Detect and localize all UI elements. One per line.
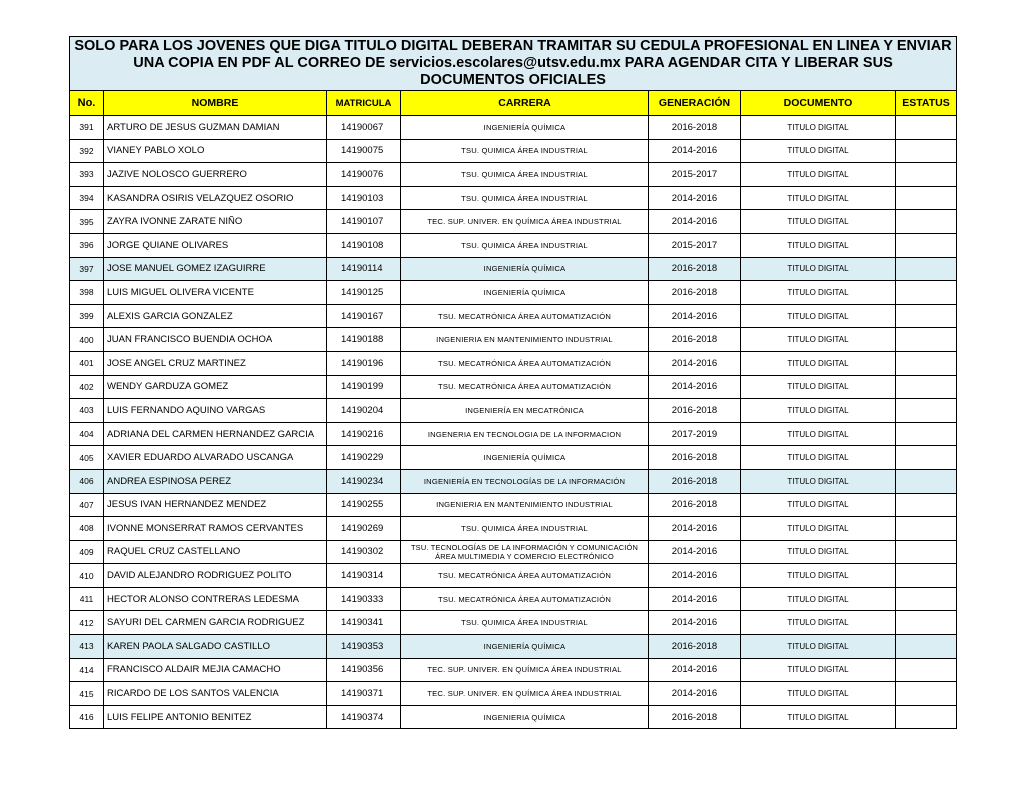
cell-generacion: 2014-2016 — [649, 375, 741, 399]
cell-carrera: INGENIERÍA QUÍMICA — [401, 446, 649, 470]
cell-nombre: ADRIANA DEL CARMEN HERNANDEZ GARCIA — [104, 422, 327, 446]
cell-nombre: WENDY GARDUZA GOMEZ — [104, 375, 327, 399]
cell-estatus — [896, 635, 957, 659]
cell-nombre: FRANCISCO ALDAIR MEJIA CAMACHO — [104, 658, 327, 682]
cell-nombre: DAVID ALEJANDRO RODRIGUEZ POLITO — [104, 564, 327, 588]
cell-documento: TITULO DIGITAL — [741, 540, 896, 564]
cell-nombre: JOSE MANUEL GOMEZ IZAGUIRRE — [104, 257, 327, 281]
table-row — [70, 375, 957, 399]
cell-estatus — [896, 469, 957, 493]
table-row — [70, 611, 957, 635]
cell-nombre: XAVIER EDUARDO ALVARADO USCANGA — [104, 446, 327, 470]
cell-documento: TITULO DIGITAL — [741, 257, 896, 281]
cell-estatus — [896, 399, 957, 423]
cell-documento: TITULO DIGITAL — [741, 587, 896, 611]
table-row — [70, 469, 957, 493]
cell-carrera: INGENERIA EN TECNOLOGIA DE LA INFORMACION — [401, 422, 649, 446]
cell-carrera: TSU. QUIMICA ÁREA INDUSTRIAL — [401, 517, 649, 541]
cell-nombre: JORGE QUIANE OLIVARES — [104, 233, 327, 257]
cell-documento: TITULO DIGITAL — [741, 446, 896, 470]
notice-banner — [70, 37, 957, 91]
cell-no: 412 — [70, 611, 104, 635]
cell-carrera: TEC. SUP. UNIVER. EN QUÍMICA ÁREA INDUSTRIAL — [401, 658, 649, 682]
table-row — [70, 399, 957, 423]
notice-line-1: SOLO PARA LOS JOVENES QUE DIGA TITULO DIGITAL DEBERAN TRAMITAR SU CEDULA PROFESIONAL EN LINEA Y ENVIAR — [74, 38, 952, 54]
cell-carrera: TSU. QUIMICA ÁREA INDUSTRIAL — [401, 611, 649, 635]
col-header-documento: DOCUMENTO — [741, 91, 896, 116]
table-row — [70, 328, 957, 352]
cell-estatus — [896, 682, 957, 706]
cell-no: 397 — [70, 257, 104, 281]
cell-nombre: JUAN FRANCISCO BUENDIA OCHOA — [104, 328, 327, 352]
cell-documento: TITULO DIGITAL — [741, 611, 896, 635]
cell-generacion: 2016-2018 — [649, 116, 741, 140]
cell-documento: TITULO DIGITAL — [741, 564, 896, 588]
cell-generacion: 2014-2016 — [649, 564, 741, 588]
table-row — [70, 186, 957, 210]
cell-estatus — [896, 281, 957, 305]
cell-generacion: 2016-2018 — [649, 469, 741, 493]
cell-estatus — [896, 351, 957, 375]
cell-estatus — [896, 587, 957, 611]
cell-no: 406 — [70, 469, 104, 493]
cell-carrera: TSU. QUIMICA ÁREA INDUSTRIAL — [401, 163, 649, 187]
cell-documento: TITULO DIGITAL — [741, 705, 896, 729]
cell-nombre: KAREN PAOLA SALGADO CASTILLO — [104, 635, 327, 659]
cell-no: 407 — [70, 493, 104, 517]
cell-generacion: 2016-2018 — [649, 493, 741, 517]
cell-carrera: INGENIERÍA QUÍMICA — [401, 281, 649, 305]
cell-generacion: 2015-2017 — [649, 163, 741, 187]
cell-matricula: 14190374 — [327, 705, 401, 729]
cell-documento: TITULO DIGITAL — [741, 210, 896, 234]
table-row — [70, 635, 957, 659]
table-row — [70, 564, 957, 588]
cell-nombre: RAQUEL CRUZ CASTELLANO — [104, 540, 327, 564]
cell-carrera: TEC. SUP. UNIVER. EN QUÍMICA ÁREA INDUSTRIAL — [401, 682, 649, 706]
header-row — [70, 91, 957, 116]
cell-generacion: 2017-2019 — [649, 422, 741, 446]
table-row — [70, 517, 957, 541]
cell-documento: TITULO DIGITAL — [741, 469, 896, 493]
cell-matricula: 14190199 — [327, 375, 401, 399]
cell-documento: TITULO DIGITAL — [741, 682, 896, 706]
notice-line-2 — [73, 55, 953, 72]
cell-generacion: 2016-2018 — [649, 257, 741, 281]
cell-matricula: 14190167 — [327, 304, 401, 328]
student-table — [69, 36, 957, 729]
cell-carrera: TSU. QUIMICA ÁREA INDUSTRIAL — [401, 186, 649, 210]
cell-carrera: INGENIERIA EN MANTENIMIENTO INDUSTRIAL — [401, 493, 649, 517]
cell-matricula: 14190204 — [327, 399, 401, 423]
table-row — [70, 587, 957, 611]
cell-carrera: INGENIERIA QUÍMICA — [401, 705, 649, 729]
cell-matricula: 14190075 — [327, 139, 401, 163]
col-header-generacion: GENERACIÓN — [649, 91, 741, 116]
col-header-no: No. — [70, 91, 104, 116]
cell-nombre: LUIS FERNANDO AQUINO VARGAS — [104, 399, 327, 423]
cell-carrera: INGENIERIA EN MANTENIMIENTO INDUSTRIAL — [401, 328, 649, 352]
cell-nombre: JAZIVE NOLOSCO GUERRERO — [104, 163, 327, 187]
cell-documento: TITULO DIGITAL — [741, 375, 896, 399]
cell-nombre: VIANEY PABLO XOLO — [104, 139, 327, 163]
cell-carrera: TSU. MECATRÓNICA ÁREA AUTOMATIZACIÓN — [401, 587, 649, 611]
cell-generacion: 2014-2016 — [649, 682, 741, 706]
cell-nombre: KASANDRA OSIRIS VELAZQUEZ OSORIO — [104, 186, 327, 210]
cell-carrera: INGENIERÍA QUÍMICA — [401, 116, 649, 140]
cell-matricula: 14190269 — [327, 517, 401, 541]
notice-line-2-start: UNA COPIA EN PDF AL CORREO DE — [133, 55, 390, 71]
cell-no: 393 — [70, 163, 104, 187]
table-row — [70, 422, 957, 446]
cell-estatus — [896, 116, 957, 140]
cell-carrera: TSU. TECNOLOGÍAS DE LA INFORMACIÓN Y COMUNICACIÓN ÁREA MULTIMEDIA Y COMERCIO ELECTRÓNICO — [401, 540, 649, 564]
cell-estatus — [896, 210, 957, 234]
cell-documento: TITULO DIGITAL — [741, 116, 896, 140]
cell-matricula: 14190356 — [327, 658, 401, 682]
cell-generacion: 2014-2016 — [649, 587, 741, 611]
cell-documento: TITULO DIGITAL — [741, 493, 896, 517]
cell-no: 411 — [70, 587, 104, 611]
table-row — [70, 139, 957, 163]
cell-estatus — [896, 705, 957, 729]
cell-documento: TITULO DIGITAL — [741, 328, 896, 352]
cell-estatus — [896, 257, 957, 281]
cell-generacion: 2014-2016 — [649, 540, 741, 564]
cell-matricula: 14190125 — [327, 281, 401, 305]
cell-generacion: 2016-2018 — [649, 281, 741, 305]
cell-carrera: TSU. QUIMICA ÁREA INDUSTRIAL — [401, 139, 649, 163]
cell-matricula: 14190353 — [327, 635, 401, 659]
cell-estatus — [896, 233, 957, 257]
cell-no: 394 — [70, 186, 104, 210]
cell-no: 392 — [70, 139, 104, 163]
cell-no: 403 — [70, 399, 104, 423]
cell-no: 402 — [70, 375, 104, 399]
cell-estatus — [896, 446, 957, 470]
cell-documento: TITULO DIGITAL — [741, 658, 896, 682]
cell-nombre: LUIS FELIPE ANTONIO BENITEZ — [104, 705, 327, 729]
cell-carrera: INGENIERÍA EN TECNOLOGÍAS DE LA INFORMACIÓN — [401, 469, 649, 493]
table-row — [70, 116, 957, 140]
cell-generacion: 2014-2016 — [649, 186, 741, 210]
cell-estatus — [896, 186, 957, 210]
cell-estatus — [896, 422, 957, 446]
table-row — [70, 682, 957, 706]
cell-documento: TITULO DIGITAL — [741, 399, 896, 423]
cell-matricula: 14190114 — [327, 257, 401, 281]
cell-generacion: 2014-2016 — [649, 139, 741, 163]
cell-matricula: 14190216 — [327, 422, 401, 446]
cell-generacion: 2016-2018 — [649, 446, 741, 470]
cell-matricula: 14190341 — [327, 611, 401, 635]
cell-estatus — [896, 540, 957, 564]
cell-estatus — [896, 658, 957, 682]
cell-matricula: 14190371 — [327, 682, 401, 706]
col-header-estatus: ESTATUS — [896, 91, 957, 116]
notice-email: servicios.escolares@utsv.edu.mx — [389, 55, 621, 71]
cell-nombre: ZAYRA IVONNE ZARATE NIÑO — [104, 210, 327, 234]
cell-nombre: LUIS MIGUEL OLIVERA VICENTE — [104, 281, 327, 305]
cell-estatus — [896, 564, 957, 588]
cell-generacion: 2015-2017 — [649, 233, 741, 257]
cell-generacion: 2014-2016 — [649, 658, 741, 682]
cell-nombre: ALEXIS GARCIA GONZALEZ — [104, 304, 327, 328]
table-row — [70, 281, 957, 305]
cell-carrera: TSU. MECATRÓNICA ÁREA AUTOMATIZACIÓN — [401, 564, 649, 588]
cell-matricula: 14190107 — [327, 210, 401, 234]
cell-estatus — [896, 375, 957, 399]
cell-carrera: INGENIERÍA QUÍMICA — [401, 635, 649, 659]
cell-no: 414 — [70, 658, 104, 682]
cell-matricula: 14190108 — [327, 233, 401, 257]
cell-estatus — [896, 328, 957, 352]
table-row — [70, 163, 957, 187]
table-row — [70, 304, 957, 328]
cell-documento: TITULO DIGITAL — [741, 351, 896, 375]
cell-documento: TITULO DIGITAL — [741, 517, 896, 541]
col-header-nombre: NOMBRE — [104, 91, 327, 116]
cell-no: 413 — [70, 635, 104, 659]
table-body — [70, 116, 957, 729]
cell-carrera: TSU. MECATRÓNICA ÁREA AUTOMATIZACIÓN — [401, 304, 649, 328]
cell-carrera: TSU. MECATRÓNICA ÁREA AUTOMATIZACIÓN — [401, 375, 649, 399]
table-row — [70, 257, 957, 281]
cell-matricula: 14190103 — [327, 186, 401, 210]
cell-documento: TITULO DIGITAL — [741, 139, 896, 163]
table-row — [70, 493, 957, 517]
cell-generacion: 2014-2016 — [649, 304, 741, 328]
cell-matricula: 14190333 — [327, 587, 401, 611]
cell-matricula: 14190188 — [327, 328, 401, 352]
table-row — [70, 446, 957, 470]
table-row — [70, 658, 957, 682]
cell-estatus — [896, 304, 957, 328]
cell-carrera: INGENIERÍA QUÍMICA — [401, 257, 649, 281]
cell-generacion: 2014-2016 — [649, 351, 741, 375]
cell-no: 395 — [70, 210, 104, 234]
cell-estatus — [896, 611, 957, 635]
cell-documento: TITULO DIGITAL — [741, 186, 896, 210]
cell-nombre: ARTURO DE JESUS GUZMAN DAMIAN — [104, 116, 327, 140]
cell-no: 410 — [70, 564, 104, 588]
cell-estatus — [896, 163, 957, 187]
cell-documento: TITULO DIGITAL — [741, 304, 896, 328]
cell-no: 408 — [70, 517, 104, 541]
notice-line-3: DOCUMENTOS OFICIALES — [420, 72, 606, 88]
table-row — [70, 210, 957, 234]
table-row — [70, 705, 957, 729]
cell-nombre: IVONNE MONSERRAT RAMOS CERVANTES — [104, 517, 327, 541]
table-row — [70, 540, 957, 564]
cell-generacion: 2014-2016 — [649, 210, 741, 234]
cell-no: 404 — [70, 422, 104, 446]
cell-nombre: JESUS IVAN HERNANDEZ MENDEZ — [104, 493, 327, 517]
cell-no: 401 — [70, 351, 104, 375]
cell-nombre: HECTOR ALONSO CONTRERAS LEDESMA — [104, 587, 327, 611]
cell-no: 409 — [70, 540, 104, 564]
cell-no: 400 — [70, 328, 104, 352]
cell-estatus — [896, 139, 957, 163]
cell-matricula: 14190314 — [327, 564, 401, 588]
cell-matricula: 14190234 — [327, 469, 401, 493]
cell-carrera: INGENIERÍA EN MECATRÓNICA — [401, 399, 649, 423]
table-row — [70, 351, 957, 375]
cell-documento: TITULO DIGITAL — [741, 163, 896, 187]
cell-matricula: 14190255 — [327, 493, 401, 517]
cell-estatus — [896, 493, 957, 517]
cell-estatus — [896, 517, 957, 541]
cell-documento: TITULO DIGITAL — [741, 422, 896, 446]
cell-nombre: JOSE ANGEL CRUZ MARTINEZ — [104, 351, 327, 375]
cell-generacion: 2016-2018 — [649, 705, 741, 729]
cell-no: 398 — [70, 281, 104, 305]
cell-documento: TITULO DIGITAL — [741, 635, 896, 659]
cell-documento: TITULO DIGITAL — [741, 281, 896, 305]
cell-nombre: SAYURI DEL CARMEN GARCIA RODRIGUEZ — [104, 611, 327, 635]
cell-generacion: 2016-2018 — [649, 399, 741, 423]
col-header-matricula: MATRICULA — [327, 91, 401, 116]
cell-matricula: 14190302 — [327, 540, 401, 564]
cell-generacion: 2016-2018 — [649, 635, 741, 659]
cell-matricula: 14190076 — [327, 163, 401, 187]
cell-no: 415 — [70, 682, 104, 706]
cell-no: 405 — [70, 446, 104, 470]
cell-nombre: RICARDO DE LOS SANTOS VALENCIA — [104, 682, 327, 706]
notice-line-2-end: PARA AGENDAR CITA Y LIBERAR SUS — [620, 55, 893, 71]
cell-documento: TITULO DIGITAL — [741, 233, 896, 257]
cell-no: 396 — [70, 233, 104, 257]
cell-generacion: 2014-2016 — [649, 611, 741, 635]
cell-nombre: ANDREA ESPINOSA PEREZ — [104, 469, 327, 493]
col-header-carrera: CARRERA — [401, 91, 649, 116]
cell-matricula: 14190229 — [327, 446, 401, 470]
cell-carrera: TSU. QUIMICA ÁREA INDUSTRIAL — [401, 233, 649, 257]
table-row — [70, 233, 957, 257]
cell-matricula: 14190196 — [327, 351, 401, 375]
cell-matricula: 14190067 — [327, 116, 401, 140]
cell-generacion: 2014-2016 — [649, 517, 741, 541]
cell-no: 399 — [70, 304, 104, 328]
cell-carrera: TSU. MECATRÓNICA ÁREA AUTOMATIZACIÓN — [401, 351, 649, 375]
cell-no: 416 — [70, 705, 104, 729]
cell-generacion: 2016-2018 — [649, 328, 741, 352]
cell-carrera: TEC. SUP. UNIVER. EN QUÍMICA ÁREA INDUSTRIAL — [401, 210, 649, 234]
cell-no: 391 — [70, 116, 104, 140]
